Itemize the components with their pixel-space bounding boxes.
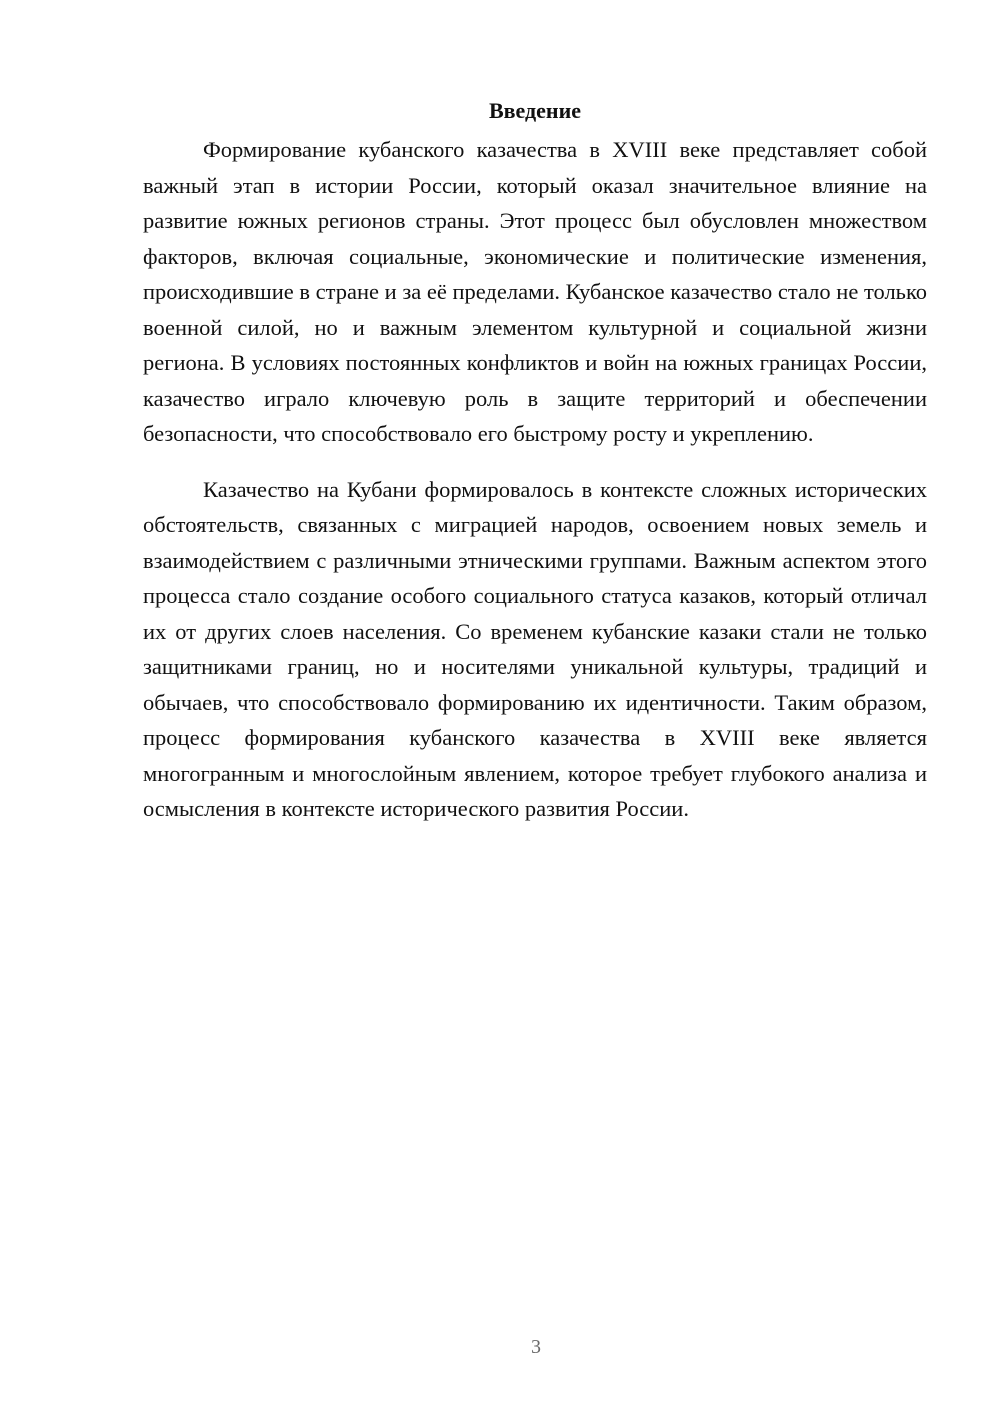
page-number: 3 bbox=[531, 1336, 541, 1358]
section-heading: Введение bbox=[488, 98, 582, 123]
paragraph-1: Формирование кубанского казачества в XVIII веке представляет собой важный этап в истории России, который оказал значительное влияние на развитие южных регионов страны. Этот процесс был обусловлен множеством факторов, включая социальные, экономические и политические изменения, происходившие в стране и за её пределами. Кубанское казачество стало не только военной силой, но и важным элементом культурной и социальной жизни региона. В условиях постоянных конфликтов и войн на южных границах России, казачество играло ключевую роль в защите территорий и обеспечении безопасности, что способствовало его быстрому росту и укреплению. bbox=[143, 137, 927, 446]
paragraph-2: Казачество на Кубани формировалось в контексте сложных исторических обстоятельств, связанных с миграцией народов, освоением новых земель и взаимодействием с различными этническими группами. Важным аспектом этого процесса стало создание особого социального статуса казаков, который отличал их от других слоев населения. Со временем кубанские казаки стали не только защитниками границ, но и носителями уникальной культуры, традиций и обычаев, что способствовало формированию их идентичности. Таким образом, процесс формирования кубанского казачества в XVIII веке является многогранным и многослойным явлением, которое требует глубокого анализа и осмысления в контексте исторического развития России. bbox=[143, 476, 927, 821]
page-content bbox=[143, 96, 927, 827]
